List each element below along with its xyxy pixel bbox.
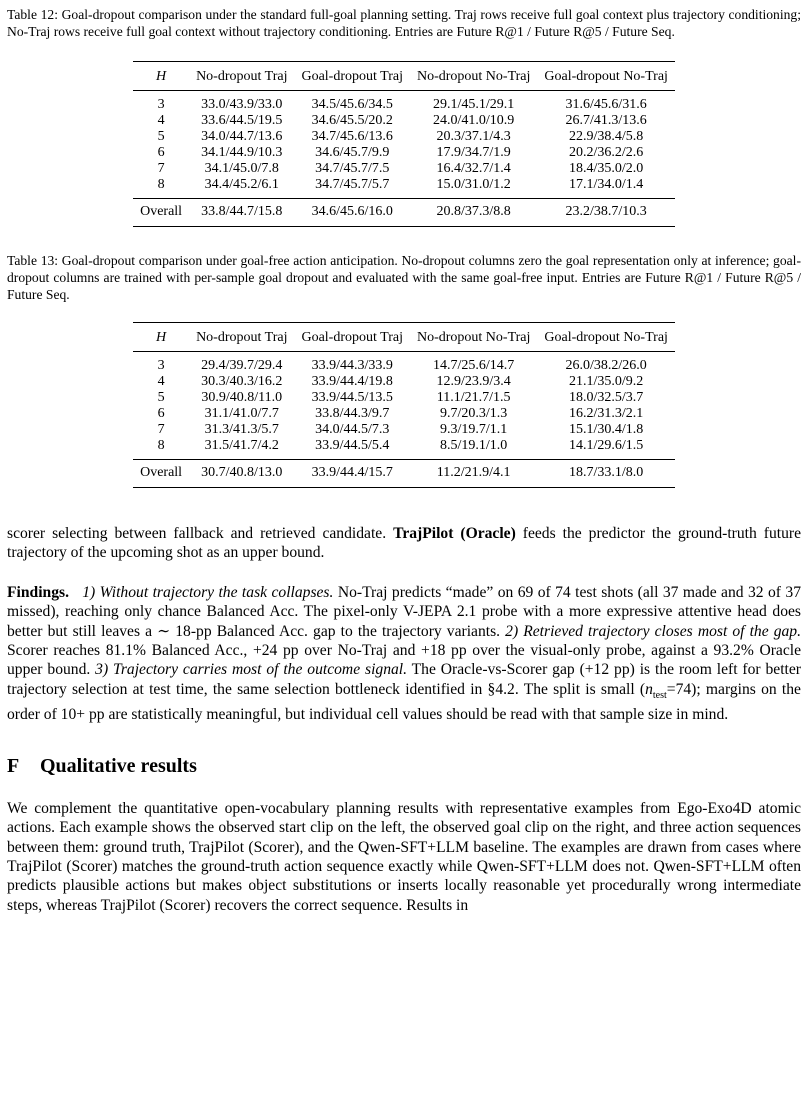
column-header-h: H [156, 69, 167, 84]
table12-overall-row [133, 199, 675, 227]
table-cell: 31.1/41.0/7.7 [204, 406, 279, 421]
table-row [133, 390, 675, 406]
row-h-cell: 3 [157, 358, 165, 373]
column-header-h: H [156, 330, 167, 345]
table-cell: 14.1/29.6/1.5 [569, 438, 644, 453]
table-cell: 26.7/41.3/13.6 [565, 113, 647, 128]
table-cell: 34.7/45.7/5.7 [315, 177, 390, 192]
finding-2-title: 2) Retrieved trajectory closes most of the gap. [505, 622, 801, 640]
section-f-body: We complement the quantitative open-vocabulary planning results with representative examples from Ego-Exo4D atomic actions. Each example shows the observed start clip on the left, the observed goal clip on the right, and three action sequences between them: ground truth, TrajPilot (Scorer), and the Qwen-SFT+LLM baseline. The examples are drawn from cases where TrajPilot (Scorer) matches the ground-truth action sequence exactly while Qwen-SFT+LLM does not. Qwen-SFT+LLM often predicts plausible actions but makes object substitutions or inserts locally reasonable yet procedurally wrong intermediate steps, whereas TrajPilot (Scorer) recovers the correct sequence. Results in [7, 799, 801, 914]
table12 [133, 61, 675, 227]
overall-cell: 11.2/21.9/4.1 [436, 465, 511, 480]
table-cell: 33.6/44.5/19.5 [201, 113, 283, 128]
table-row [133, 374, 675, 390]
table-row [133, 145, 675, 161]
overall-cell: 34.6/45.6/16.0 [311, 204, 393, 219]
overall-label: Overall [140, 204, 183, 219]
table-cell: 30.9/40.8/11.0 [201, 390, 283, 405]
table-cell: 16.4/32.7/1.4 [436, 161, 511, 176]
findings-label: Findings. [7, 583, 69, 601]
paper-page [7, 6, 801, 915]
row-h-cell: 7 [157, 422, 165, 437]
table-cell: 34.1/45.0/7.8 [204, 161, 279, 176]
table-cell: 30.3/40.3/16.2 [201, 374, 283, 389]
section-f-heading [7, 755, 801, 778]
table13-body [133, 352, 675, 460]
finding-1-title: 1) Without trajectory the task collapses. [82, 583, 334, 601]
table-cell: 21.1/35.0/9.2 [569, 374, 644, 389]
table-cell: 20.3/37.1/4.3 [436, 129, 511, 144]
table-cell: 29.1/45.1/29.1 [433, 97, 515, 112]
table-cell: 26.0/38.2/26.0 [565, 358, 647, 373]
table-cell: 34.5/45.6/34.5 [311, 97, 393, 112]
table-cell: 31.6/45.6/31.6 [565, 97, 647, 112]
table-row [133, 161, 675, 177]
row-h-cell: 4 [157, 113, 165, 128]
table-cell: 8.5/19.1/1.0 [440, 438, 508, 453]
table-cell: 22.9/38.4/5.8 [569, 129, 644, 144]
column-header: Goal-dropout No-Traj [544, 69, 668, 84]
table-cell: 33.9/44.5/13.5 [311, 390, 393, 405]
scorer-paragraph [7, 524, 801, 563]
table13-overall-row [133, 460, 675, 488]
overall-cell: 23.2/38.7/10.3 [565, 204, 647, 219]
overall-cell: 33.9/44.4/15.7 [311, 465, 393, 480]
table-cell: 33.8/44.3/9.7 [315, 406, 390, 421]
table-cell: 17.1/34.0/1.4 [569, 177, 644, 192]
table-row [133, 422, 675, 438]
overall-cell: 30.7/40.8/13.0 [201, 465, 283, 480]
table12-wrap [7, 61, 801, 227]
table-cell: 15.1/30.4/1.8 [569, 422, 644, 437]
section-f-title: Qualitative results [40, 754, 197, 777]
table-cell: 34.0/44.7/13.6 [201, 129, 283, 144]
table12-header-row [133, 62, 675, 91]
table13-wrap [7, 322, 801, 488]
table-cell: 31.3/41.3/5.7 [204, 422, 279, 437]
scorer-text-1: scorer selecting between fallback and retrieved candidate. [7, 525, 394, 542]
table-cell: 34.7/45.7/7.5 [315, 161, 390, 176]
row-h-cell: 6 [157, 406, 165, 421]
table13-caption: Table 13: Goal-dropout comparison under goal-free action anticipation. No-dropout columns zero the goal representation only at inference; goal-dropout columns are trained with per-sample goal dropout and evaluated with the same goal-free input. Entries are Future R@1 / Future R@5 / Future Seq. [7, 253, 801, 302]
row-h-cell: 8 [157, 438, 165, 453]
column-header: No-dropout Traj [196, 330, 288, 345]
table13 [133, 322, 675, 488]
findings-paragraph [7, 583, 801, 725]
overall-cell: 33.8/44.7/15.8 [201, 204, 283, 219]
table-row [133, 113, 675, 129]
table-cell: 16.2/31.3/2.1 [569, 406, 644, 421]
column-header: Goal-dropout No-Traj [544, 330, 668, 345]
table-cell: 24.0/41.0/10.9 [433, 113, 515, 128]
finding-2-text: Scorer reaches 81.1% Balanced Acc., +24 pp over No-Traj and +18 pp over the visual-only probe, against a 93.2% Oracle upper bound. [7, 642, 801, 679]
n-test-subscript: test [652, 689, 667, 701]
column-header: Goal-dropout Traj [301, 69, 403, 84]
table-cell: 11.1/21.7/1.5 [436, 390, 511, 405]
table-cell: 18.4/35.0/2.0 [569, 161, 644, 176]
row-h-cell: 5 [157, 390, 165, 405]
table-cell: 34.0/44.5/7.3 [315, 422, 390, 437]
table-cell: 34.6/45.7/9.9 [315, 145, 390, 160]
column-header: No-dropout Traj [196, 69, 288, 84]
overall-cell: 18.7/33.1/8.0 [569, 465, 644, 480]
table-cell: 33.9/44.4/19.8 [311, 374, 393, 389]
finding-1-text: No-Traj predicts “made” on 69 of 74 test shots (all 37 made and 32 of 37 missed), reaching only chance Balanced Acc. The pixel-only V-JEPA 2.1 probe with a more expressive attentive head does better but still leaves a ∼ 18-pp Balanced Acc. gap to the trajectory variants. [7, 583, 801, 640]
column-header: No-dropout No-Traj [416, 69, 531, 84]
table-cell: 17.9/34.7/1.9 [436, 145, 511, 160]
row-h-cell: 6 [157, 145, 165, 160]
table-cell: 20.2/36.2/2.6 [569, 145, 644, 160]
row-h-cell: 3 [157, 97, 165, 112]
table-cell: 18.0/32.5/3.7 [569, 390, 644, 405]
table-row [133, 438, 675, 460]
column-header: No-dropout No-Traj [416, 330, 531, 345]
table-cell: 34.7/45.6/13.6 [311, 129, 393, 144]
table-cell: 31.5/41.7/4.2 [204, 438, 279, 453]
table-cell: 12.9/23.9/3.4 [436, 374, 511, 389]
table-cell: 15.0/31.0/1.2 [436, 177, 511, 192]
table-row [133, 352, 675, 375]
finding-3-text-b: =74); margins on the order of 10+ pp are statistically meaningful, but individual cell values should be read with that sample size in mind. [7, 680, 801, 724]
section-f-number: F [7, 754, 20, 777]
table-row [133, 177, 675, 199]
table12-caption: Table 12: Goal-dropout comparison under the standard full-goal planning setting. Traj rows receive full goal context plus trajectory conditioning; No-Traj rows receive full goal context without trajectory conditioning. Entries are Future R@1 / Future R@5 / Future Seq. [7, 7, 801, 39]
table-cell: 29.4/39.7/29.4 [201, 358, 283, 373]
table-cell: 33.9/44.5/5.4 [315, 438, 390, 453]
table-cell: 34.1/44.9/10.3 [201, 145, 283, 160]
table-cell: 33.0/43.9/33.0 [201, 97, 283, 112]
column-header: Goal-dropout Traj [301, 330, 403, 345]
table12-body [133, 91, 675, 199]
table-row [133, 406, 675, 422]
table-cell: 9.7/20.3/1.3 [440, 406, 508, 421]
table-row [133, 129, 675, 145]
table13-header-row [133, 323, 675, 352]
table-cell: 9.3/19.7/1.1 [440, 422, 508, 437]
table-row [133, 91, 675, 114]
finding-3-text-a: The Oracle-vs-Scorer gap (+12 pp) is the room left for better trajectory selection at test time, the same selection bottleneck identified in §4.2. The split is small ( [7, 661, 801, 698]
table-cell: 34.6/45.5/20.2 [311, 113, 393, 128]
row-h-cell: 7 [157, 161, 165, 176]
finding-3-title: 3) Trajectory carries most of the outcome signal. [95, 661, 408, 679]
row-h-cell: 5 [157, 129, 165, 144]
row-h-cell: 8 [157, 177, 165, 192]
table-cell: 14.7/25.6/14.7 [433, 358, 515, 373]
row-h-cell: 4 [157, 374, 165, 389]
oracle-term: TrajPilot (Oracle) [393, 525, 516, 542]
overall-label: Overall [140, 465, 183, 480]
scorer-text-2: feeds the predictor the ground-truth future trajectory of the upcoming shot as an upper bound. [7, 525, 801, 562]
table-cell: 34.4/45.2/6.1 [204, 177, 279, 192]
n-test-variable: n [645, 680, 653, 698]
overall-cell: 20.8/37.3/8.8 [436, 204, 511, 219]
table-cell: 33.9/44.3/33.9 [311, 358, 393, 373]
